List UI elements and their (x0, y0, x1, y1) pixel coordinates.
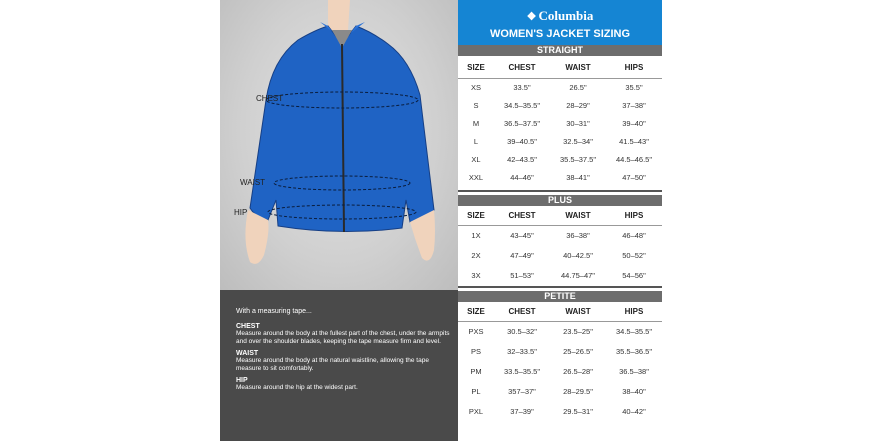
straight-band: STRAIGHT (458, 45, 662, 56)
chest-cell: 42–43.5" (507, 154, 537, 164)
waist-instruction-heading: WAIST (236, 350, 259, 357)
waist-cell: 26.5–28" (563, 366, 593, 376)
col-chest: CHEST (508, 307, 536, 317)
brand-logo (458, 8, 662, 24)
col-hips: HIPS (624, 211, 644, 221)
hips-cell: 38–40" (622, 386, 646, 396)
waist-cell: 44.75–47" (561, 270, 595, 280)
hip-instruction-text: Measure around the hip at the widest part. (236, 384, 358, 391)
table-row (458, 168, 662, 186)
table-row (458, 150, 662, 168)
table-row (458, 265, 662, 285)
waist-cell: 30–31" (566, 118, 590, 128)
col-waist: WAIST (565, 63, 591, 73)
size-cell: PM (470, 366, 482, 376)
chest-cell: 34.5–35.5" (503, 100, 541, 110)
chest-cell: 32–33.5" (507, 346, 537, 356)
section-divider (458, 286, 662, 288)
straight-header-row (458, 58, 662, 78)
table-row (458, 225, 662, 245)
table-row (458, 78, 662, 96)
hips-cell: 35.5" (625, 82, 643, 92)
hips-cell: 37–38" (622, 100, 646, 110)
chest-cell: 30.5–32" (507, 326, 537, 336)
col-waist: WAIST (565, 307, 591, 317)
hips-cell: 47–50" (622, 172, 646, 182)
hips-cell: 41.5–43" (619, 136, 649, 146)
col-size: SIZE (467, 63, 485, 73)
size-cell: PXS (468, 326, 484, 336)
table-row (458, 381, 662, 401)
size-cell: 3X (471, 270, 481, 280)
chart-header (458, 0, 662, 45)
hips-cell: 39–40" (622, 118, 646, 128)
waist-cell: 28–29.5" (563, 386, 593, 396)
table-row (458, 96, 662, 114)
size-cell: PL (471, 386, 481, 396)
straight-table (458, 58, 662, 186)
petite-band: PETITE (458, 291, 662, 302)
table-row (458, 341, 662, 361)
hip-label: HIP (234, 208, 248, 217)
col-chest: CHEST (508, 63, 536, 73)
table-row (458, 245, 662, 265)
table-row (458, 321, 662, 341)
chest-instruction-heading: CHEST (236, 323, 260, 330)
hips-cell: 44.5–46.5" (615, 154, 653, 164)
chest-cell: 36.5–37.5" (503, 118, 541, 128)
chest-instruction-text: Measure around the body at the fullest part of the chest, under the armpits and over the shoulder blades, keeping the tape measure firm and level. (236, 330, 450, 345)
size-cell: XXL (468, 172, 484, 182)
size-cell: XS (470, 82, 481, 92)
chest-cell: 51–53" (510, 270, 534, 280)
size-cell: 2X (471, 250, 481, 260)
hips-cell: 36.5–38" (619, 366, 649, 376)
chart-title: WOMEN'S JACKET SIZING (489, 28, 631, 40)
waist-cell: 25–26.5" (563, 346, 593, 356)
size-cell: XL (471, 154, 481, 164)
hips-cell: 46–48" (622, 230, 646, 240)
table-row (458, 361, 662, 381)
chest-cell: 47–49" (510, 250, 534, 260)
hip-instruction-heading: HIP (236, 377, 248, 384)
chest-cell: 44–46" (510, 172, 534, 182)
brand-name: Columbia (538, 8, 594, 23)
waist-cell: 32.5–34" (563, 136, 593, 146)
chest-cell: 37–39" (510, 406, 534, 416)
waist-label: WAIST (240, 178, 266, 187)
columbia-diamond-icon: ❖ (526, 11, 537, 23)
col-size: SIZE (467, 307, 485, 317)
waist-instruction-text: Measure around the body at the natural waistline, allowing the tape measure to sit comfortably. (236, 357, 429, 372)
size-cell: S (473, 100, 479, 110)
hips-cell: 34.5–35.5" (615, 326, 653, 336)
size-chart (458, 0, 662, 441)
col-size: SIZE (467, 211, 485, 221)
col-chest: CHEST (508, 211, 536, 221)
chest-cell: 33.5" (513, 82, 531, 92)
waist-cell: 38–41" (566, 172, 590, 182)
section-divider (458, 190, 662, 192)
size-cell: 1X (471, 230, 481, 240)
jacket-illustration (220, 0, 458, 290)
waist-cell: 28–29" (566, 100, 590, 110)
jacket-illustration-panel (220, 0, 458, 290)
chest-cell: 39–40.5" (507, 136, 537, 146)
petite-header-row (458, 303, 662, 321)
plus-header-row (458, 207, 662, 225)
hips-cell: 40–42" (622, 406, 646, 416)
plus-table (458, 207, 662, 285)
chest-cell: 357–37" (508, 386, 536, 396)
hips-cell: 50–52" (622, 250, 646, 260)
chest-cell: 43–45" (510, 230, 534, 240)
table-row (458, 401, 662, 421)
waist-cell: 36–38" (566, 230, 590, 240)
table-row (458, 114, 662, 132)
chest-cell: 33.5–35.5" (503, 366, 541, 376)
plus-band: PLUS (458, 195, 662, 206)
waist-cell: 40–42.5" (563, 250, 593, 260)
size-cell: PS (470, 346, 481, 356)
waist-cell: 35.5–37.5" (559, 154, 597, 164)
measuring-instructions-panel (220, 290, 458, 441)
size-cell: PXL (468, 406, 484, 416)
size-cell: L (473, 136, 479, 146)
col-hips: HIPS (624, 63, 644, 73)
hips-cell: 35.5–36.5" (615, 346, 653, 356)
waist-cell: 26.5" (569, 82, 587, 92)
table-row (458, 132, 662, 150)
waist-cell: 29.5–31" (563, 406, 593, 416)
tape-intro: With a measuring tape... (236, 308, 312, 315)
petite-table (458, 303, 662, 421)
col-waist: WAIST (565, 211, 591, 221)
waist-cell: 23.5–25" (563, 326, 593, 336)
hips-cell: 54–56" (622, 270, 646, 280)
size-cell: M (472, 118, 480, 128)
chest-label: CHEST (256, 94, 284, 103)
col-hips: HIPS (624, 307, 644, 317)
